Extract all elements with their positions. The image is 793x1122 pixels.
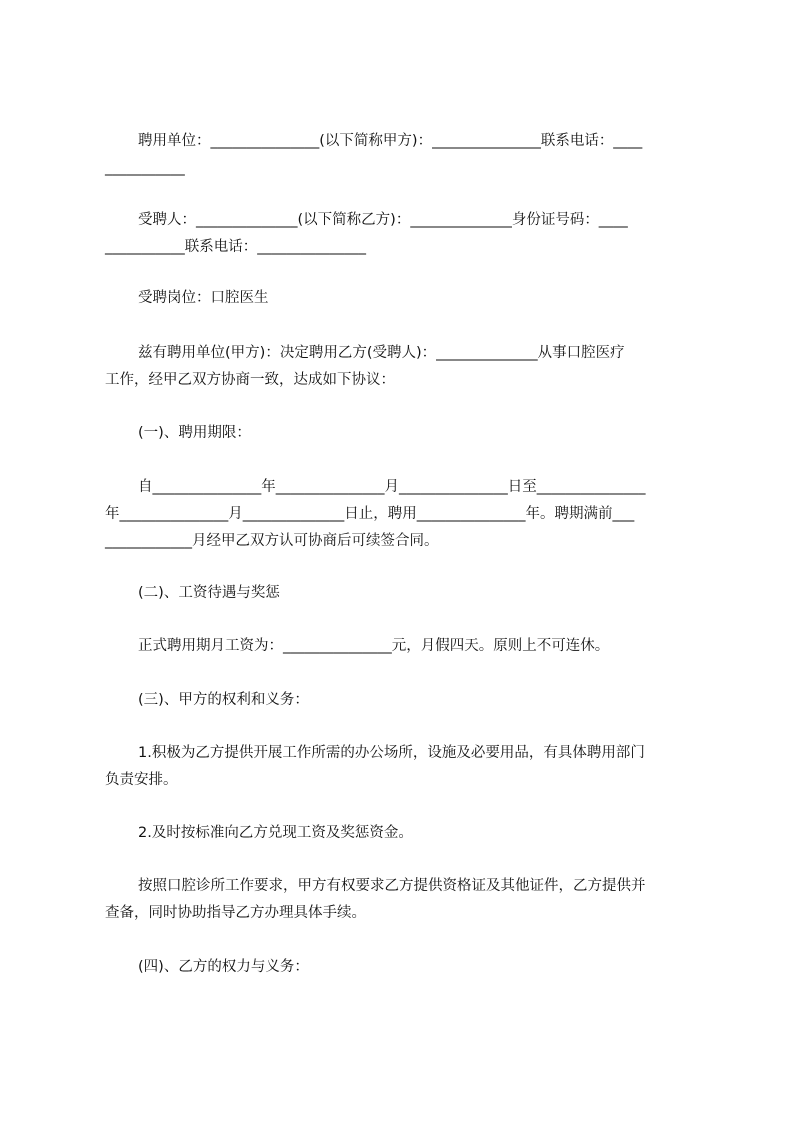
section-4-heading xyxy=(105,954,702,981)
section-3-heading xyxy=(105,687,702,714)
section-2-heading xyxy=(105,580,702,607)
term-line-2: 年_______________月______________日止，聘用_______________年。聘期满前___ xyxy=(105,506,635,522)
duty-1-line-1: 1.积极为乙方提供开展工作所需的办公场所，设施及必要用品，有具体聘用部门 xyxy=(138,745,645,761)
term-line-1: 自_______________年_______________月_______________日至_______________ xyxy=(138,479,646,495)
duty-1-paragraph xyxy=(105,740,702,794)
duty-2-line: 2.及时按标准向乙方兑现工资及奖惩资金。 xyxy=(138,825,413,841)
duty-2-paragraph xyxy=(105,820,702,847)
employer-paragraph xyxy=(105,128,702,182)
employee-line-2: ___________联系电话：_______________ xyxy=(105,239,366,255)
section-2-heading-text: (二)、工资待遇与奖惩 xyxy=(138,585,280,601)
preamble-line-1: 兹有聘用单位(甲方)：决定聘用乙方(受聘人)：______________从事口腔医疗 xyxy=(138,345,625,361)
duty-1-line-2: 负责安排。 xyxy=(105,772,178,788)
employee-line-1: 受聘人：______________(以下简称乙方)：______________身份证号码：____ xyxy=(138,212,628,228)
employer-line-2: ___________ xyxy=(105,160,185,176)
section-4-heading-text: (四)、乙方的权力与义务： xyxy=(138,959,309,975)
term-paragraph xyxy=(105,474,702,555)
section-3-heading-text: (三)、甲方的权利和义务： xyxy=(138,692,309,708)
salary-paragraph xyxy=(105,633,702,660)
salary-line: 正式聘用期月工资为：_______________元，月假四天。原则上不可连休。 xyxy=(138,638,610,654)
position-line: 受聘岗位：口腔医生 xyxy=(138,290,269,306)
employer-line-1: 聘用单位：_______________(以下简称甲方)：_______________联系电话：____ xyxy=(138,133,643,149)
preamble-line-2: 工作，经甲乙双方协商一致，达成如下协议： xyxy=(105,372,395,388)
duty-3-paragraph xyxy=(105,873,702,927)
term-line-3: ____________月经甲乙双方认可协商后可续签合同。 xyxy=(105,533,439,549)
contract-page xyxy=(105,0,702,1122)
section-1-heading-text: (一)、聘用期限： xyxy=(138,425,251,441)
duty-3-line-2: 查备，同时协助指导乙方办理具体手续。 xyxy=(105,905,366,921)
section-1-heading xyxy=(105,420,702,447)
duty-3-line-1: 按照口腔诊所工作要求，甲方有权要求乙方提供资格证及其他证件，乙方提供并 xyxy=(138,878,646,894)
employee-paragraph xyxy=(105,207,702,261)
preamble-paragraph xyxy=(105,340,702,394)
position-paragraph xyxy=(105,285,702,312)
